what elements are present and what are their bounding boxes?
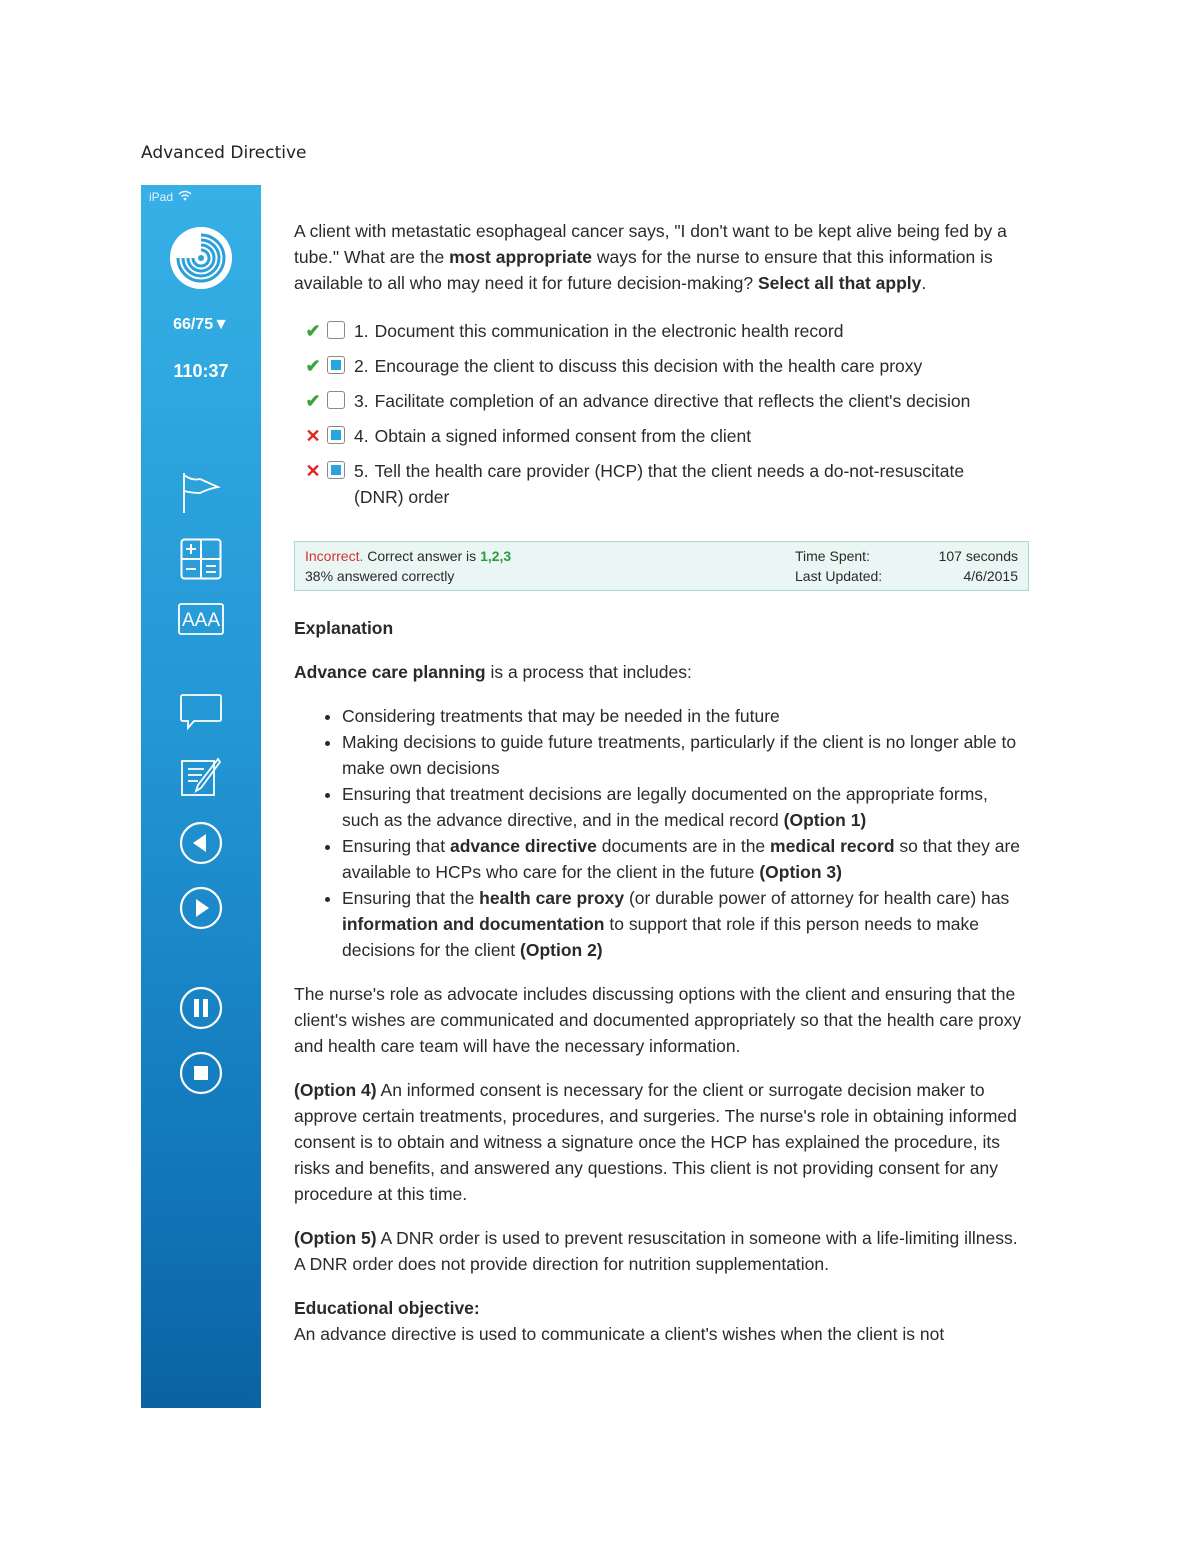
time-spent-label: Time Spent: (795, 548, 870, 564)
answer-checkbox[interactable] (327, 321, 345, 339)
option4-paragraph: (Option 4) An informed consent is necessary for the client or surrogate decision maker to approve certain treatments, procedures, and surgeries. The nurse's role in obtaining informed consent is to obtain and witness a signature once the HCP has explained the procedure, its risks and benefits, and answered any questions. This client is not providing consent for any procedure at this time. (294, 1080, 1017, 1204)
answer-option[interactable] (294, 388, 1029, 414)
option-text: Obtain a signed informed consent from the client (374, 426, 752, 446)
incorrect-x-icon: ✕ (305, 461, 321, 481)
timer: 110:37 (173, 361, 229, 381)
correct-check-icon: ✔ (305, 391, 321, 411)
flag-icon[interactable] (177, 469, 225, 517)
notes-icon[interactable] (177, 753, 225, 801)
last-updated-label: Last Updated: (795, 568, 883, 584)
swirl-logo-icon (170, 227, 232, 289)
status-bar (149, 190, 192, 204)
answer-option[interactable] (294, 318, 1029, 344)
correct-answer: 1,2,3 (480, 548, 512, 564)
option-text: Encourage the client to discuss this decision with the health care proxy (374, 356, 923, 376)
explanation-intro: Advance care planning is a process that includes: (294, 662, 692, 682)
result-verdict: Incorrect. Correct answer is 1,2,3 (305, 548, 512, 564)
option-text: Tell the health care provider (HCP) that the client needs a do-not-resuscitate (DNR) order (354, 461, 965, 507)
educational-objective-text: An advance directive is used to communicate a client's wishes when the client is not (294, 1324, 945, 1344)
list-item: • Making decisions to guide future treatments, particularly if the client is no longer able to make own decisions (342, 729, 1029, 781)
stop-icon[interactable] (177, 1049, 225, 1097)
next-icon[interactable] (177, 884, 225, 932)
incorrect-x-icon: ✕ (305, 426, 321, 446)
option-number: 2. (354, 356, 369, 376)
question-progress[interactable]: 66/75▼ (173, 316, 229, 333)
answer-options (294, 318, 1029, 510)
educational-objective-heading: Educational objective: (294, 1298, 480, 1318)
option-number: 1. (354, 321, 369, 341)
correct-check-icon: ✔ (305, 356, 321, 376)
font-size-icon[interactable] (177, 595, 225, 643)
planning-bullet-list (294, 703, 1029, 963)
advocate-paragraph: The nurse's role as advocate includes discussing options with the client and ensuring that the client's wishes are communicated and documented appropriately so that the health care proxy and health care team will have the necessary information. (294, 984, 1022, 1056)
option-text: Document this communication in the electronic health record (374, 321, 844, 341)
list-item: • Ensuring that advance directive documents are in the medical record so that they are available to HCPs who care for the client in the future (Option 3) (342, 833, 1029, 885)
document-title: Advanced Directive (141, 143, 307, 163)
answer-option[interactable] (294, 423, 1029, 449)
correct-check-icon: ✔ (305, 321, 321, 341)
result-summary (294, 541, 1029, 591)
answer-checkbox[interactable] (327, 391, 345, 409)
calculator-icon[interactable] (177, 535, 225, 583)
answer-option[interactable] (294, 353, 1029, 379)
option-number: 4. (354, 426, 369, 446)
previous-icon[interactable] (177, 819, 225, 867)
svg-text:AAA: AAA (181, 610, 221, 631)
explanation-heading: Explanation (294, 618, 394, 638)
device-label: iPad (149, 190, 174, 204)
list-item: • Ensuring that the health care proxy (or durable power of attorney for health care) has information and documentation to support that role if this person needs to make decisions for the client (Option 2) (342, 885, 1029, 963)
time-spent-value: 107 seconds (938, 548, 1018, 564)
sidebar (141, 185, 261, 1408)
answer-checkbox[interactable] (327, 356, 345, 374)
list-item: • Considering treatments that may be needed in the future (342, 703, 1029, 729)
answer-checkbox[interactable] (327, 461, 345, 479)
answer-checkbox[interactable] (327, 426, 345, 444)
question-stem: A client with metastatic esophageal cancer says, "I don't want to be kept alive being fed by a tube." What are the most appropriate ways for the nurse to ensure that this information is available to all who may need it for future decision-making? Select all that apply. (294, 221, 1007, 293)
option-number: 5. (354, 461, 369, 481)
last-updated-value: 4/6/2015 (963, 568, 1018, 584)
option-number: 3. (354, 391, 369, 411)
percent-correct: 38% answered correctly (305, 568, 455, 584)
option-text: Facilitate completion of an advance directive that reflects the client's decision (374, 391, 971, 411)
comment-icon[interactable] (177, 688, 225, 736)
option5-paragraph: (Option 5) A DNR order is used to prevent resuscitation in someone with a life-limiting illness. A DNR order does not provide direction for nutrition supplementation. (294, 1228, 1018, 1274)
main-content (294, 218, 1029, 1344)
list-item: • Ensuring that treatment decisions are legally documented on the appropriate forms, such as the advance directive, and in the medical record (Option 1) (342, 781, 1029, 833)
answer-option[interactable] (294, 458, 1029, 510)
wifi-icon (178, 190, 192, 204)
pause-icon[interactable] (177, 984, 225, 1032)
